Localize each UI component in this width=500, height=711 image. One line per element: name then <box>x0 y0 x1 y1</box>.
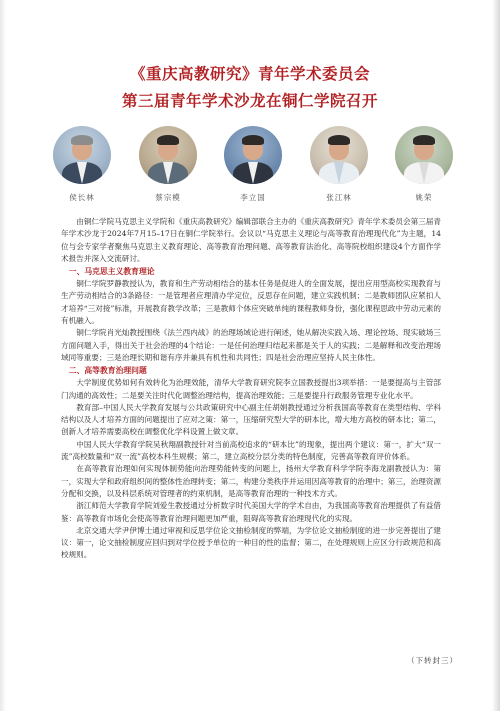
section-heading: 一、马克思主义教育理论 <box>68 267 155 277</box>
body-paragraph: 北京交通大学尹伊博士通过审视和反思学位论文抽检制度的弊端，为学位论文抽检制度的进一步完善提出了建议：第一，论文抽检制度应回归到对学位授予单位的一种目的性的监督；第二，在处理规则上应区分行政规范和高校规则。 <box>61 525 441 560</box>
body-paragraph: 由铜仁学院马克思主义学院和《重庆高教研究》编辑部联合主办的《重庆高教研究》青年学术委员会第三届青年学术沙龙于2024年7月15–17日在铜仁学院举行。会议以“马克思主义理论与高等教育治理现代化”为主题，14位与会专家学者聚焦马克思主义教育理论、高等教育治理问题、高等教育法治化、高等院校组织建设4个方面作学术报告并深入交流研讨。 <box>61 217 441 263</box>
speaker-photo <box>53 126 111 184</box>
speaker-card <box>139 126 197 203</box>
body-paragraph: 浙江师范大学教育学院刘爱生教授通过分析数字时代美国大学的学术自由，为我国高等教育治理提供了有益借鉴：高等教育市场化会使高等教育治理问题更加严重，阻碍高等教育治理现代化的实现。 <box>61 501 441 523</box>
section-heading: 二、高等教育治理问题 <box>68 366 147 376</box>
speaker-photo <box>139 126 197 184</box>
body-paragraph: 在高等教育治理如何实现体制势能向治理势能转变的问题上，扬州大学教育科学学院李海龙副教授认为：第一，实现大学和政府组织间的整体性治理转变；第二，构建分类秩序并运用因高等教育的治理中；第三，治理资源分配和交换，以及科层系统对管理者的约束机制，是高等教育治理的一种技术方式。 <box>61 464 441 498</box>
headline-line-2: 第三届青年学术沙龙在铜仁学院召开 <box>121 91 378 110</box>
speaker-name: 侯长林 <box>69 193 95 202</box>
speaker-photo <box>395 126 453 184</box>
body-paragraph: 教育部–中国人民大学教育发展与公共政策研究中心副主任胡娟教授通过分析我国高等教育在类型结构、学科结构以及人才培养方面的问题提出了应对之策：第一，压缩研究型大学的研本比，增大地方高校的研本比；第二，创新人才培养需要高校在调整优化学科设置上做文章。 <box>61 402 441 437</box>
speaker-name: 张江林 <box>326 193 352 202</box>
body-paragraph: 铜仁学院肖光灿教授围绕《法兰西内战》的治理场域论进行阐述，她从解决实践入场、理论控场、现实破场三方面问题入手，得出关于社会治理的4个结论：一是任何治理归结起来都是关于人的实践；二是解释和改变治理场域同等重要；三是治理长期和谐有序并兼具有机性和共同性；四是社会治理应坚持人民主体性。 <box>61 328 441 362</box>
speaker-photo <box>224 126 282 184</box>
speaker-card <box>224 126 282 203</box>
speaker-photo <box>310 126 368 184</box>
speaker-name: 姚荣 <box>415 193 433 202</box>
speaker-name: 蔡宗模 <box>155 193 181 202</box>
speaker-card <box>395 126 453 203</box>
article-body <box>61 216 441 562</box>
speaker-name: 李立国 <box>240 193 266 202</box>
body-paragraph: 铜仁学院罗静教授认为，教育和生产劳动相结合的基本任务是促进人的全面发展，提出应用型高校实现教育与生产劳动相结合的3条路径：一是管理者应理清办学定位，反思存在问题，建立实践机制；二是教师团队应紧扣人才培养“三对接”标准，开展教育教学改革；三是教师个体应突破单纯的课程教师身份，强化课程思政中劳动元素的有机融入。 <box>61 279 441 326</box>
speaker-photo-row <box>53 126 453 208</box>
body-paragraph: 大学制度优势如何有效转化为治理效能，清华大学教育研究院李立国教授提出3项举措：一是要提高与主管部门沟通的高效性；二是要关注时代化调整治理结构，提高治理效能；三是要提升行政服务管理专业化水平。 <box>61 378 441 400</box>
speaker-card <box>53 126 111 203</box>
continued-on-label: （下转封三） <box>407 656 458 665</box>
headline-line-1: 《重庆高教研究》青年学术委员会 <box>129 64 370 83</box>
body-paragraph: 中国人民大学教育学院吴秋翔副教授针对当前高校追求的“研本比”的现象，提出两个建议：第一，扩大“双一流”高校数量和“双一流”高校本科生规模；第二，建立高校分层分类的特色制度，完善高等教育评价体系。 <box>61 439 441 462</box>
speaker-card <box>310 126 368 203</box>
